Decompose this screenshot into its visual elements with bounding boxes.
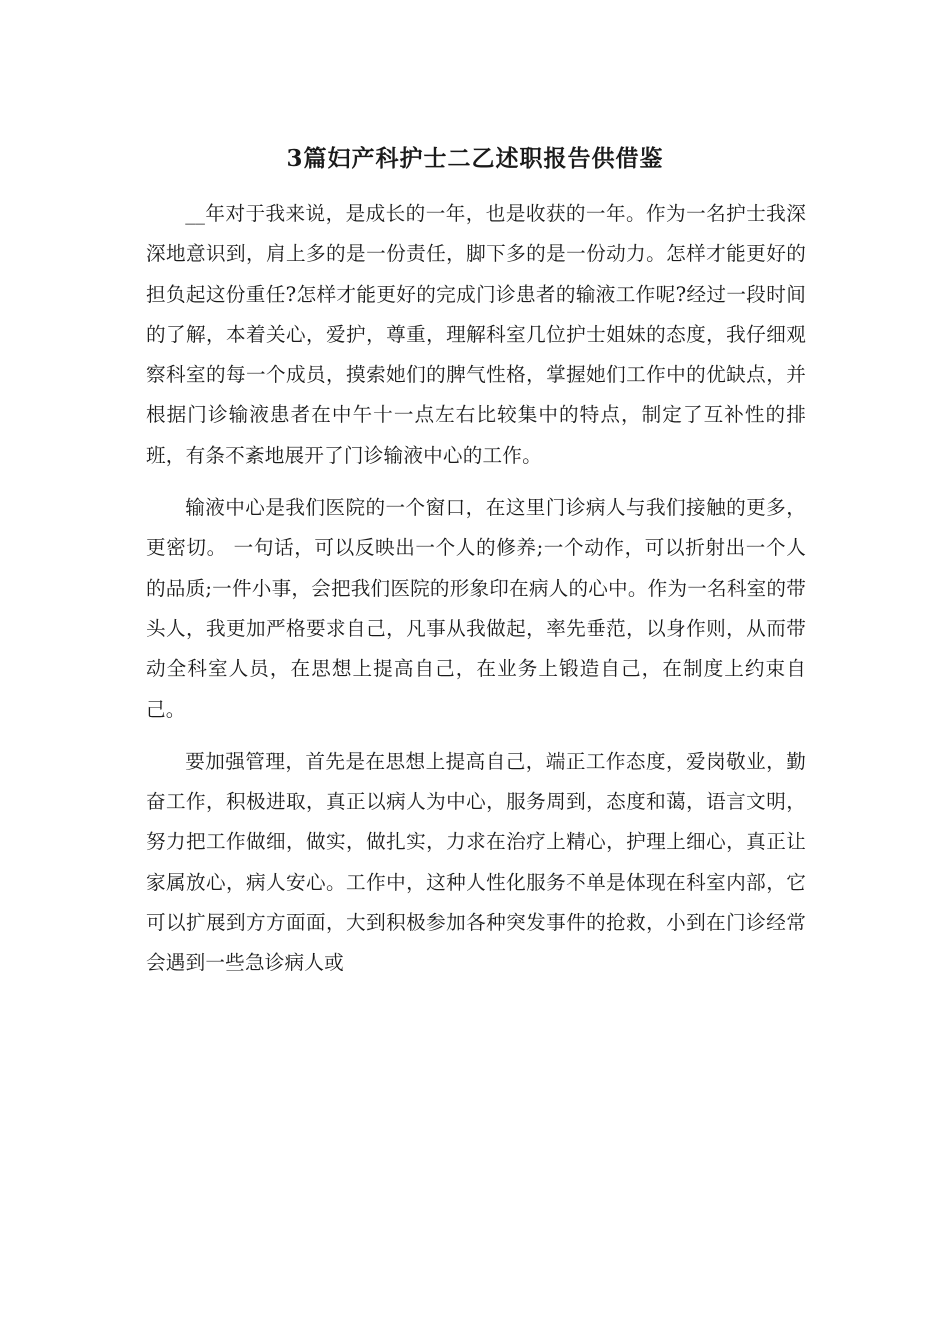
document-title: 3篇妇产科护士二乙述职报告供借鉴: [286, 145, 664, 172]
paragraph: __年对于我来说，是成长的一年，也是收获的一年。作为一名护士我深深地意识到，肩上多的是一份责任，脚下多的是一份动力。怎样才能更好的担负起这份重任?怎样才能更好的完成门诊患者的输液工作呢?经过一段时间的了解，本着关心，爱护，尊重，理解科室几位护士姐妹的态度，我仔细观察科室的每一个成员，摸索她们的脾气性格，掌握她们工作中的优缺点，并根据门诊输液患者在中午十一点左右比较集中的特点，制定了互补性的排班，有条不紊地展开了门诊输液中心的工作。: [146, 202, 806, 467]
paragraph: 输液中心是我们医院的一个窗口，在这里门诊病人与我们接触的更多，更密切。 一句话，可以反映出一个人的修养;一个动作，可以折射出一个人的品质;一件小事，会把我们医院的形象印在病人的心中。作为一名科室的带头人，我更加严格要求自己，凡事从我做起，率先垂范，以身作则，从而带动全科室人员，在思想上提高自己，在业务上锻造自己，在制度上约束自己。: [146, 496, 806, 721]
document-body: [146, 194, 806, 996]
paragraph: 要加强管理，首先是在思想上提高自己，端正工作态度，爱岗敬业，勤奋工作，积极进取，真正以病人为中心，服务周到，态度和蔼，语言文明，努力把工作做细，做实，做扎实，力求在治疗上精心，护理上细心，真正让家属放心，病人安心。工作中，这种人性化服务不单是体现在科室内部，它可以扩展到方方面面，大到积极参加各种突发事件的抢救，小到在门诊经常会遇到一些急诊病人或: [146, 749, 806, 975]
